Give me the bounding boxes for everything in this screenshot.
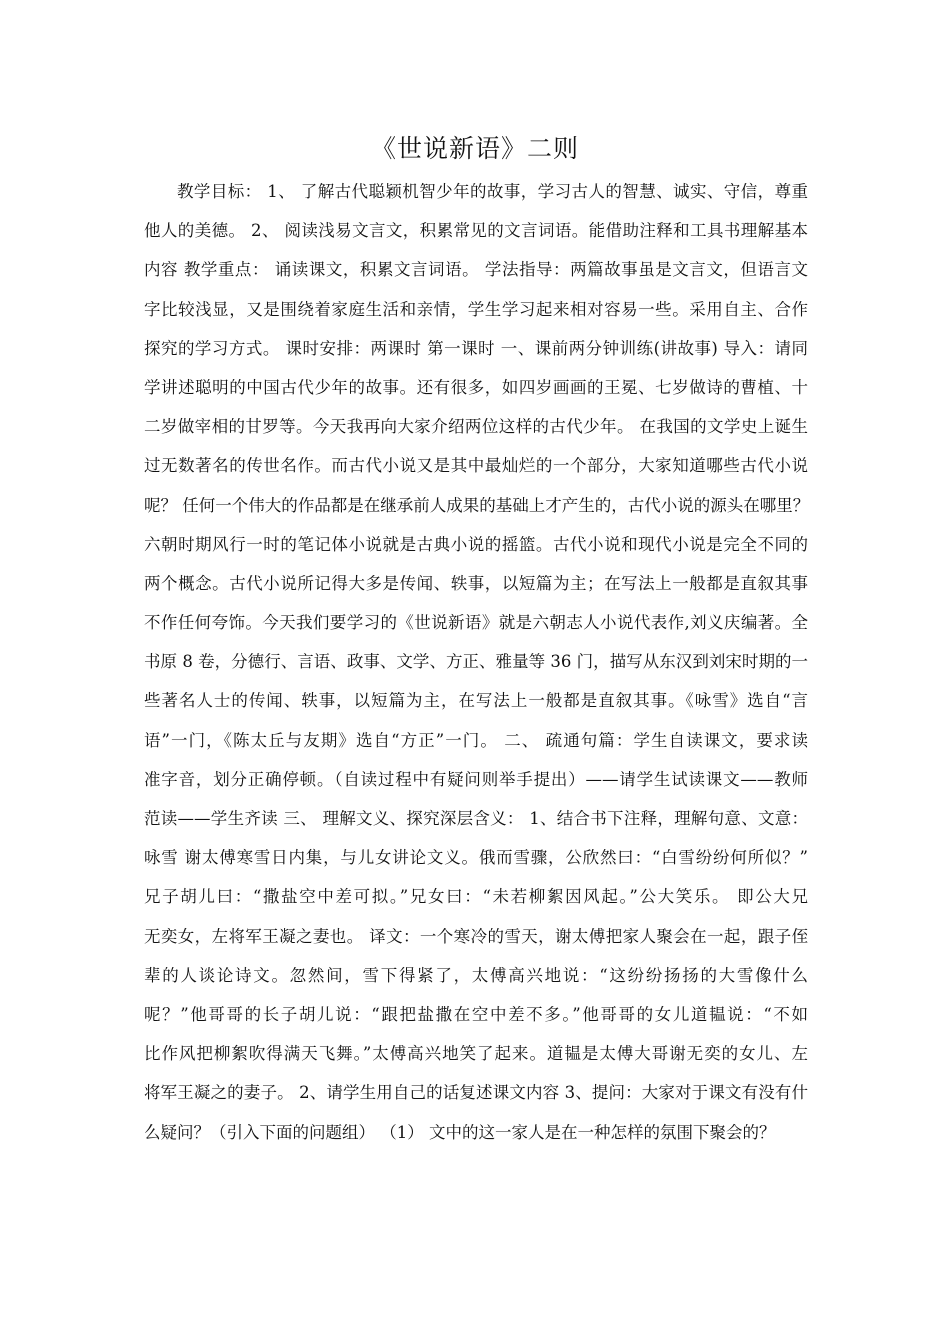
document-title: 《世说新语》二则 <box>370 134 579 163</box>
body-line: 二岁做宰相的甘罗等。今天我再向大家介绍两位这样的古代少年。 在我国的文学史上诞生 <box>144 417 808 437</box>
body-line: 内容 教学重点： 诵读课文，积累文言词语。 学法指导：两篇故事虽是文言文，但语言文 <box>144 260 808 280</box>
body-line: 范读——学生齐读 三、 理解文义、探究深层含义： 1、结合书下注释，理解句意、文意： <box>144 809 808 828</box>
body-line: 兄子胡儿曰：“撒盐空中差可拟。”兄女曰：“未若柳絮因风起。”公大笑乐。 即公大兄 <box>144 887 808 907</box>
body-line: 些著名人士的传闻、轶事，以短篇为主，在写法上一般都是直叙其事。《咏雪》选自“言 <box>144 691 808 711</box>
body-line: 呢？”他哥哥的长子胡儿说：“跟把盐撒在空中差不多。”他哥哥的女儿道韫说：“不如 <box>144 1004 808 1024</box>
body-line: 书原 8 卷，分德行、言语、政事、文学、方正、雅量等 36 门，描写从东汉到刘宋时期的一 <box>144 652 808 672</box>
body-line: 过无数著名的传世名作。而古代小说又是其中最灿烂的一个部分，大家知道哪些古代小说 <box>144 456 808 476</box>
body-line: 么疑问？（引入下面的问题组） （1） 文中的这一家人是在一种怎样的氛围下聚会的？ <box>144 1122 776 1142</box>
body-line: 不作任何夸饰。今天我们要学习的《世说新语》就是六朝志人小说代表作,刘义庆编著。全 <box>144 613 808 633</box>
body-line: 语”一门，《陈太丘与友期》选自“方正”一门。 二、 疏通句篇：学生自读课文，要求读 <box>144 730 808 750</box>
body-line: 教学目标： 1、 了解古代聪颖机智少年的故事，学习古人的智慧、诚实、守信，尊重 <box>177 182 808 201</box>
body-line: 呢？ 任何一个伟大的作品都是在继承前人成果的基础上才产生的，古代小说的源头在哪里？ <box>144 495 810 515</box>
body-line: 六朝时期风行一时的笔记体小说就是古典小说的摇篮。古代小说和现代小说是完全不同的 <box>144 534 808 554</box>
body-line: 两个概念。古代小说所记得大多是传闻、轶事，以短篇为主；在写法上一般都是直叙其事 <box>144 573 808 593</box>
body-line: 准字音，划分正确停顿。（自读过程中有疑问则举手提出）——请学生试读课文——教师 <box>144 769 808 789</box>
body-line: 咏雪 谢太傅寒雪日内集，与儿女讲论文义。俄而雪骤，公欣然曰：“白雪纷纷何所似？” <box>144 848 808 868</box>
document-body <box>144 172 808 1152</box>
body-line: 比作风把柳絮吹得满天飞舞。”太傅高兴地笑了起来。道韫是太傅大哥谢无奕的女儿、左 <box>144 1044 808 1064</box>
body-line: 辈的人谈论诗文。忽然间，雪下得紧了，太傅高兴地说：“这纷纷扬扬的大雪像什么 <box>144 965 808 985</box>
body-line: 学讲述聪明的中国古代少年的故事。还有很多，如四岁画画的王冕、七岁做诗的曹植、十 <box>144 377 808 397</box>
body-line: 无奕女，左将军王凝之妻也。 译文：一个寒冷的雪天，谢太傅把家人聚会在一起，跟子侄 <box>144 926 808 946</box>
body-line: 字比较浅显，又是围绕着家庭生活和亲情，学生学习起来相对容易一些。采用自主、合作 <box>144 299 808 319</box>
body-line: 将军王凝之的妻子。 2、请学生用自己的话复述课文内容 3、提问：大家对于课文有没有什 <box>144 1083 808 1103</box>
body-line: 探究的学习方式。 课时安排：两课时 第一课时 一、课前两分钟训练(讲故事) 导入：请同 <box>144 338 808 358</box>
body-line: 他人的美德。 2、 阅读浅易文言文，积累常见的文言词语。能借助注释和工具书理解基本 <box>144 221 808 241</box>
